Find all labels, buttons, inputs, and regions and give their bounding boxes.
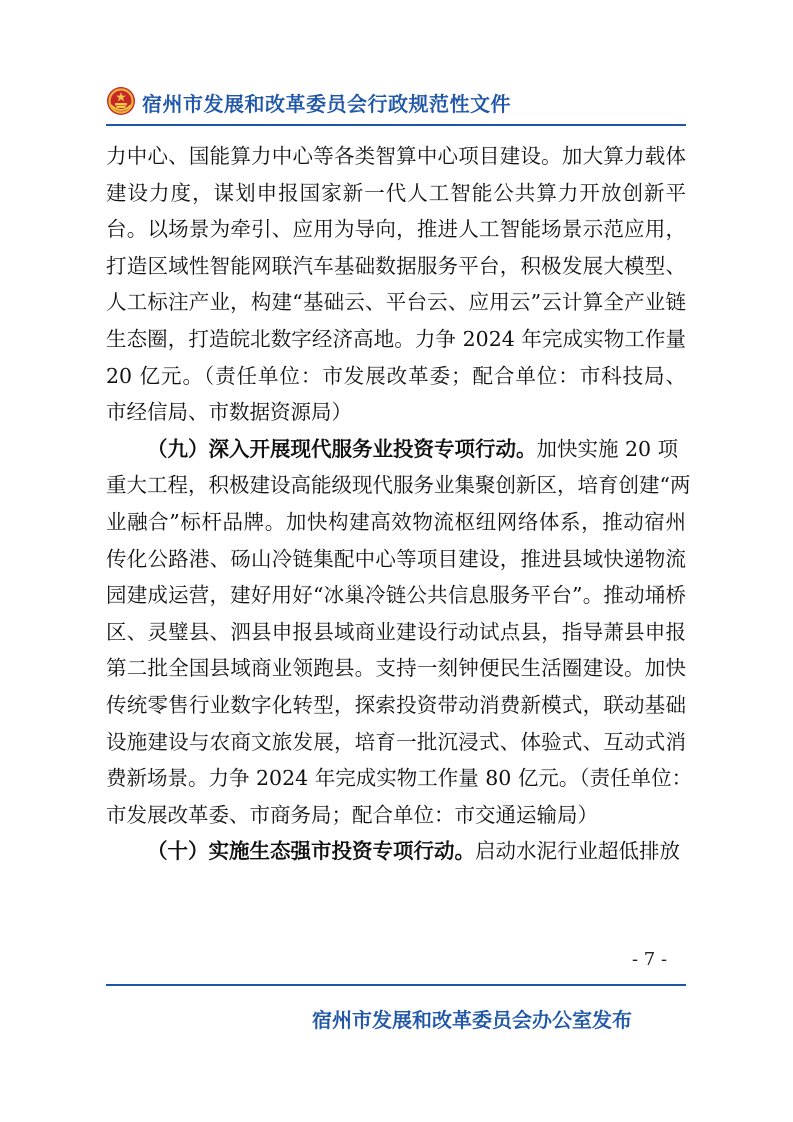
- body-line: 市经信局、市数据资源局）: [106, 400, 352, 425]
- body-line: 费新场景。力争 2024 年完成实物工作量 80 亿元。（责任单位：: [106, 766, 693, 791]
- paragraph-9-heading: （九）深入开展现代服务业投资专项行动。: [147, 436, 537, 461]
- footer-rule: [106, 984, 686, 986]
- national-emblem-icon: [106, 86, 136, 116]
- body-line: 重大工程，积极建设高能级现代服务业集聚创新区，培育创建“两: [106, 473, 691, 498]
- body-line: 业融合”标杆品牌。加快构建高效物流枢纽网络体系，推动宿州: [106, 509, 686, 534]
- header-rule: [106, 124, 686, 126]
- body-line: 第二批全国县域商业领跑县。支持一刻钟便民生活圈建设。加快: [106, 656, 686, 681]
- paragraph-10-first-text: 启动水泥行业超低排放: [475, 839, 680, 864]
- body-line: 设施建设与农商文旅发展，培育一批沉浸式、体验式、互动式消: [106, 729, 686, 754]
- body-line: 人工标注产业，构建“基础云、平台云、应用云”云计算全产业链: [106, 290, 686, 315]
- body-line: 台。以场景为牵引、应用为导向，推进人工智能场景示范应用，: [106, 217, 686, 242]
- body-line: 市发展改革委、市商务局；配合单位：市交通运输局）: [106, 802, 598, 827]
- body-line: 区、灵璧县、泗县申报县域商业建设行动试点县，指导萧县申报: [106, 619, 686, 644]
- page-number: - 7 -: [632, 949, 668, 970]
- body-line: 传统零售行业数字化转型，探索投资带动消费新模式，联动基础: [106, 692, 686, 717]
- document-body: [106, 138, 693, 870]
- document-header: [106, 84, 686, 124]
- body-line: 生态圈，打造皖北数字经济高地。力争 2024 年完成实物工作量: [106, 326, 686, 351]
- body-line: 园建成运营，建好用好“冰巢冷链公共信息服务平台”。推动埇桥: [106, 583, 686, 608]
- body-line: 打造区域性智能网联汽车基础数据服务平台，积极发展大模型、: [106, 253, 686, 278]
- body-line: 力中心、国能算力中心等各类智算中心项目建设。加大算力载体: [106, 144, 686, 168]
- paragraph-10-heading: （十）实施生态强市投资专项行动。: [147, 839, 475, 864]
- paragraph-9-first-text: 加快实施 20 项: [536, 436, 679, 461]
- footer-publisher: 宿州市发展和改革委员会办公室发布: [312, 1008, 632, 1032]
- body-line: 20 亿元。（责任单位：市发展改革委；配合单位：市科技局、: [106, 363, 686, 388]
- body-line: 传化公路港、砀山冷链集配中心等项目建设，推进县域快递物流: [106, 546, 686, 571]
- paragraph-9-first-line: [106, 431, 686, 468]
- header-title: 宿州市发展和改革委员会行政规范性文件: [142, 92, 511, 116]
- paragraph-10-first-line: [106, 833, 686, 870]
- body-line: 建设力度，谋划申报国家新一代人工智能公共算力开放创新平: [106, 180, 686, 205]
